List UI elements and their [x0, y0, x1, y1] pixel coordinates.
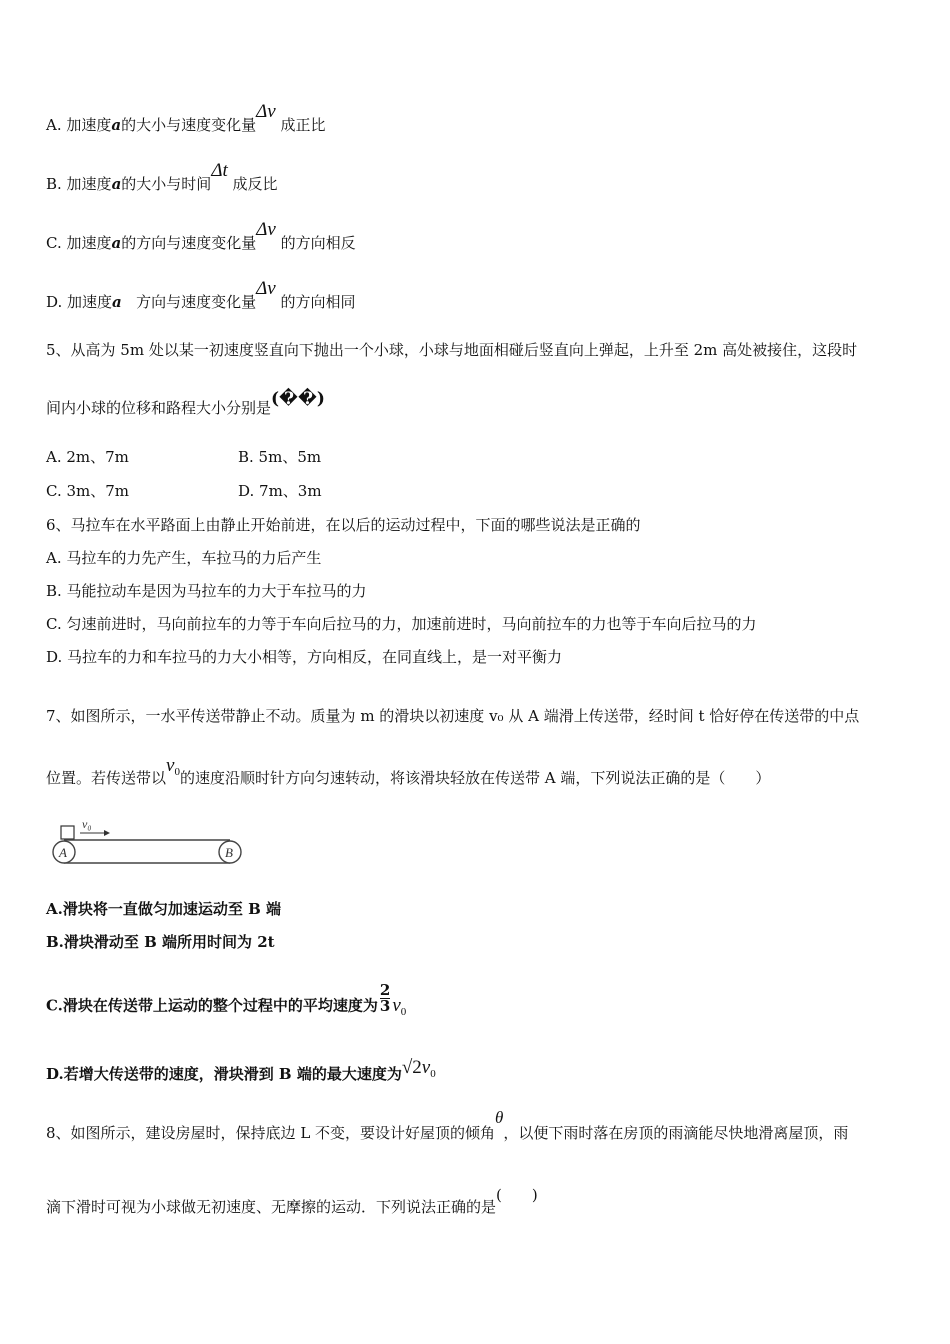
option-4c: C. 加速度a的方向与速度变化量Δv 的方向相反 [46, 219, 356, 252]
slider-block [61, 826, 74, 839]
option-4d: D. 加速度a 方向与速度变化量Δv 的方向相同 [46, 278, 356, 311]
label-a: A [59, 845, 67, 860]
option-5c: C. 3m、7m [46, 482, 130, 500]
option-6a: A. 马拉车的力先产生，车拉马的力后产生 [46, 549, 322, 567]
conveyor-belt-diagram [50, 816, 250, 870]
theta-symbol: θ [495, 1108, 504, 1127]
option-4a: A. 加速度a的大小与速度变化量Δv 成正比 [46, 101, 326, 134]
option-7b: B.滑块滑动至 B 端所用时间为 2t [46, 933, 275, 951]
fraction-two-thirds: $\frac{2}{3}$ [379, 981, 391, 1015]
option-7d: D.若增大传送带的速度，滑块滑到 B 端的最大速度为$√2v_0$ [46, 1057, 436, 1083]
option-6d: D. 马拉车的力和车拉马的力大小相等，方向相反，在同直线上，是一对平衡力 [46, 648, 563, 666]
question-7-stem-line1: 7、如图所示，一水平传送带静止不动。质量为 m 的滑块以初速度 v₀ 从 A 端滑上传送带，经时间 t 恰好停在传送带的中点 [46, 707, 860, 725]
option-7a: A.滑块将一直做匀加速运动至 B 端 [46, 900, 281, 918]
question-8-stem-line2: 滴下滑时可视为小球做无初速度、无摩擦的运动．下列说法正确的是( ) [46, 1186, 538, 1216]
option-5d: D. 7m、3m [238, 482, 322, 500]
option-5b: B. 5m、5m [238, 448, 322, 466]
question-8-stem-line1: 8、如图所示，建设房屋时，保持底边 L 不变，要设计好屋顶的倾角θ，以便下雨时落在房顶的雨滴能尽快地滑离屋顶，雨 [46, 1108, 849, 1142]
delta-v-symbol: Δv [256, 219, 276, 240]
v0-symbol: $v_0$ [166, 755, 180, 778]
delta-v-symbol: Δv [256, 278, 276, 299]
option-5a: A. 2m、7m [46, 448, 129, 466]
question-5-stem-line1: 5、从高为 5m 处以某一初速度竖直向下抛出一个小球，小球与地面相碰后竖直向上弹起，上升至 2m 高处被接住，这段时 [46, 341, 858, 359]
delta-v-symbol: Δv [256, 101, 276, 122]
option-6c: C. 匀速前进时，马向前拉车的力等于车向后拉马的力，加速前进时，马向前拉车的力也等于车向后拉马的力 [46, 615, 757, 633]
option-6b: B. 马能拉动车是因为马拉车的力大于车拉马的力 [46, 582, 367, 600]
option-4b: B. 加速度a的大小与时间Δt 成反比 [46, 160, 278, 193]
sqrt2-v0: $√2v_0$ [401, 1057, 436, 1080]
question-5-stem-line2: 间内小球的位移和路程大小分别是(��) [46, 389, 325, 417]
delta-t-symbol: Δt [211, 160, 228, 181]
label-b: B [225, 845, 233, 860]
option-7c: C.滑块在传送带上运动的整个过程中的平均速度为 $\frac{2}{3}$ $v_0$ [46, 981, 407, 1018]
v0-label: v₀ [82, 817, 92, 831]
question-6-stem: 6、马拉车在水平路面上由静止开始前进，在以后的运动过程中，下面的哪些说法是正确的 [46, 516, 641, 534]
question-7-stem-line2: 位置。若传送带以$v_0$的速度沿顺时针方向匀速转动，将该滑块轻放在传送带 A 端，下列说法正确的是（ ） [46, 755, 771, 787]
